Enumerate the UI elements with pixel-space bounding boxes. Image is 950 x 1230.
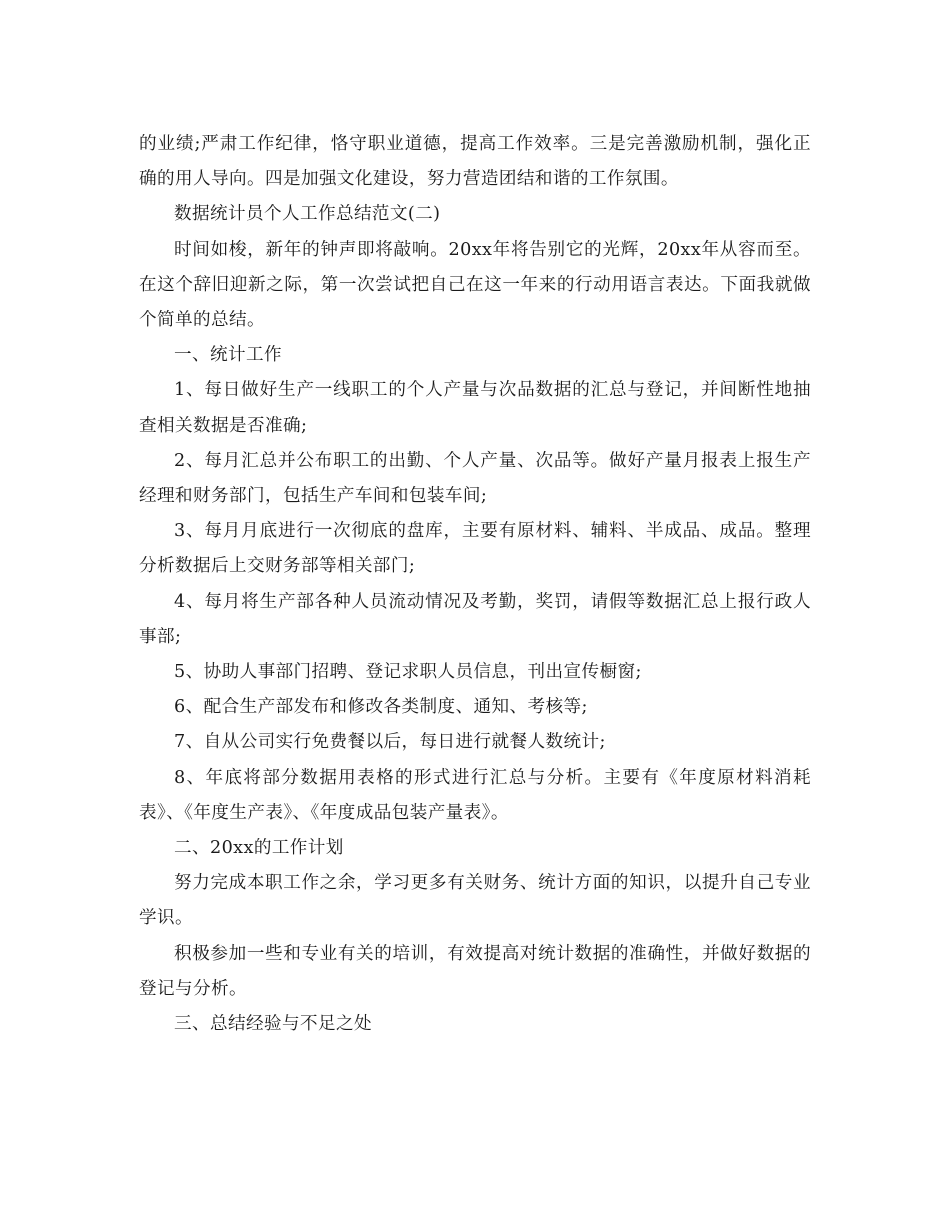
document-body bbox=[139, 127, 811, 1042]
list-item-3: 3、每月月底进行一次彻底的盘库，主要有原材料、辅料、半成品、成品。整理分析数据后上交财务部等相关部门; bbox=[139, 521, 811, 577]
paragraph-1: 的业绩;严肃工作纪律，恪守职业道德，提高工作效率。三是完善激励机制，强化正确的用人导向。四是加强文化建设，努力营造团结和谐的工作氛围。 bbox=[139, 134, 811, 190]
list-item-1: 1、每日做好生产一线职工的个人产量与次品数据的汇总与登记，并间断性地抽查相关数据是否准确; bbox=[139, 380, 811, 436]
list-item-7: 7、自从公司实行免费餐以后，每日进行就餐人数统计; bbox=[174, 732, 606, 753]
list-item-6: 6、配合生产部发布和修改各类制度、通知、考核等; bbox=[174, 697, 588, 718]
plan-paragraph-1: 努力完成本职工作之余，学习更多有关财务、统计方面的知识，以提升自己专业学识。 bbox=[139, 873, 811, 929]
section-title: 数据统计员个人工作总结范文(二) bbox=[174, 204, 441, 225]
list-item-5: 5、协助人事部门招聘、登记求职人员信息，刊出宣传橱窗; bbox=[174, 662, 642, 683]
list-item-8: 8、年底将部分数据用表格的形式进行汇总与分析。主要有《年度原材料消耗表》、《年度生产表》、《年度成品包装产量表》。 bbox=[139, 767, 811, 823]
plan-paragraph-2: 积极参加一些和专业有关的培训，有效提高对统计数据的准确性，并做好数据的登记与分析。 bbox=[139, 943, 811, 999]
heading-summary: 三、总结经验与不足之处 bbox=[174, 1014, 372, 1035]
heading-statistics-work: 一、统计工作 bbox=[174, 345, 282, 366]
heading-work-plan: 二、20xx的工作计划 bbox=[174, 838, 344, 859]
paragraph-intro: 时间如梭，新年的钟声即将敲响。20xx年将告别它的光辉，20xx年从容而至。在这个辞旧迎新之际，第一次尝试把自己在这一年来的行动用语言表达。下面我就做个简单的总结。 bbox=[139, 239, 811, 331]
list-item-4: 4、每月将生产部各种人员流动情况及考勤，奖罚，请假等数据汇总上报行政人事部; bbox=[139, 591, 811, 647]
list-item-2: 2、每月汇总并公布职工的出勤、个人产量、次品等。做好产量月报表上报生产经理和财务部门，包括生产车间和包装车间; bbox=[139, 450, 811, 507]
